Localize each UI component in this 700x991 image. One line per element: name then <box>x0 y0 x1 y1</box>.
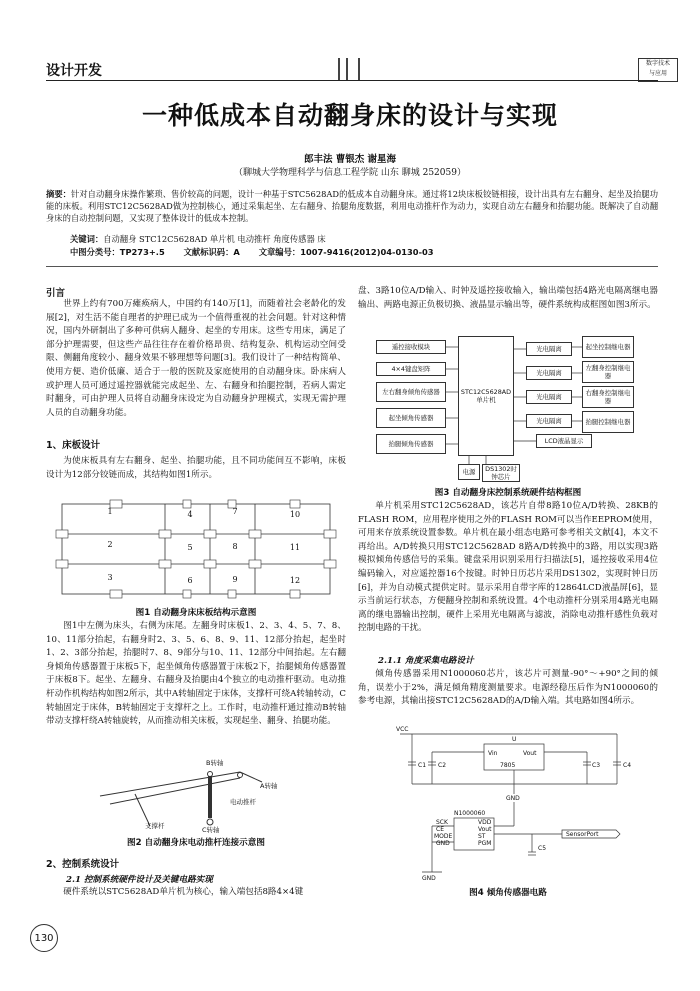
mcu-box: STC12C5628AD单片机 <box>458 336 514 456</box>
intro-paragraph: 世界上约有700万瘫痪病人，中国约有140万[1]，而随着社会老龄化的发展[2]，对生活不能自理者的护理已成为一个值得重视的社会问题。针对这种情况，国内外研制出了多种可供病人翻身、起坐的专用床。这些专用床，满足了部分护理需要，但这些产品往往存在着价格昂贵、结构复杂、机构运动空间受限、侧翻角度较小、翻身效果不够理想等问题[3]。我们设计了一种结构简单、使用方便、造价低廉、适合于一般的医院及家庭使用的自动翻身床。卧床病人或护理人员可通过遥控器就能完成起坐、左、右翻身和抬腿控制，若病人需定时翻身，可由护理人员将自动翻身床设定为自动翻身护理模式，实现无需护理人员的自动翻身功能。 <box>46 299 346 418</box>
pin-r-3: PGM <box>478 840 492 847</box>
keypad-box: 4×4键盘矩阵 <box>376 362 446 376</box>
board-num-7: 7 <box>232 507 238 516</box>
section211-heading: 2.1.1 角度采集电路设计 <box>378 656 474 666</box>
board-num-12: 12 <box>289 576 301 585</box>
section2-heading: 2、控制系统设计 <box>46 859 120 870</box>
label-support-rod: 支撑杆 <box>145 822 165 830</box>
figure4-svg <box>392 722 632 882</box>
clock-box: DS1302时钟芯片 <box>482 464 520 482</box>
label-c3: C3 <box>592 762 601 769</box>
label-c5: C5 <box>538 845 547 852</box>
label-push-rod: 电动推杆 <box>230 798 256 806</box>
board-num-8: 8 <box>232 542 238 551</box>
pin-l-2: MODE <box>434 833 453 840</box>
pin-l-3: GND <box>436 840 450 847</box>
board-num-1: 1 <box>107 507 113 516</box>
section-label: 设计开发 <box>46 63 102 79</box>
figure1-paragraph: 图1中左侧为床头，右侧为床尾。左翻身时床板1、2、3、4、5、7、8、10、11部分抬起，右翻身时2、3、5、6、8、9、11、12部分抬起，起坐时1、2、3部分抬起，抬腿时7、8、9部分与10、11、12部分中间抬起。左右翻身倾角传感器置于床板5下，起坐倾角传感器置于床板2下，抬腿倾角传感器置于床板8下。起坐、左翻身、右翻身及抬腿由4个独立的电动推杆驱动。电动推杆动作机构结构如图2所示，其中A转轴固定于床体，支撑杆可绕A转轴转动，C转轴固定于床体，B转轴固定于支撑杆之上。工作时，电动推杆通过推动B转轴带动支撑杆绕A转轴旋转，从而推动相关床板，实现起坐、翻身、抬腿功能。 <box>46 621 346 727</box>
label-a-axis: A转轴 <box>260 782 278 790</box>
section21-heading: 2.1 控制系统硬件设计及关键电路实现 <box>66 875 213 885</box>
label-reg: 7805 <box>500 762 516 769</box>
relay-sit-box: 起坐控制继电器 <box>582 336 634 358</box>
abstract: 摘要：针对自动翻身床操作繁琐、售价较高的问题，设计一种基于STC5628AD的低成本自动翻身床。通过将12块床板铰链相接，设计出具有左右翻身、起坐及抬腿功能的床板。利用STC12C5628AD做为控制核心，通过采集起坐、左右翻身、抬腿角度数据，利用电动推杆作为动力，实现自动左右翻身和抬腿功能。既解决了自动翻身床的自动控制问题，又实现了整体设计的低成本控制。 <box>46 189 658 224</box>
label-c4: C4 <box>623 762 632 769</box>
board-num-5: 5 <box>187 543 193 552</box>
figure4-caption: 图4 倾角传感器电路 <box>469 888 547 898</box>
header-bars <box>338 58 364 80</box>
isolator-box-1: 光电隔离 <box>526 342 572 356</box>
board-num-4: 4 <box>187 510 193 519</box>
label-c2: C2 <box>438 762 447 769</box>
figure3-block-diagram <box>368 330 652 482</box>
label-vin: Vin <box>488 750 498 757</box>
intro-heading: 引言 <box>46 288 66 299</box>
section21-paragraph: 硬件系统以STC5628AD单片机为核心，输入端包括8路4×4键 <box>63 887 304 897</box>
figure4-circuit <box>392 722 632 882</box>
section1-paragraph: 为使床板具有左右翻身、起坐、抬腿功能，且不同功能间互不影响，床板设计为12部分铰链而成，其结构如图1所示。 <box>46 456 346 480</box>
label-vcc: VCC <box>396 726 409 733</box>
remote-receiver-box: 遥控接收模块 <box>376 340 446 354</box>
pin-r-0: VDD <box>478 819 492 826</box>
label-b-axis: B转轴 <box>206 759 224 767</box>
label-chip: N1000060 <box>454 810 486 817</box>
mcu-paragraph: 单片机采用STC12C5628AD，该芯片自带8路10位A/D转换、28KB的FLASH ROM，应用程序使用之外的FLASH ROM可以当作EEPROM使用，可用来存放系统设置参数。单片机在最小组态电路可参考相关文献[4]，本文不再给出。A/D转换只用STC12C5628AD 8路A/D转换中的3路，用以实现3路模拟倾角传感信号的采集。键盘采用识别采用行扫描法[5]，遥控接收采用4位编码输入，对应遥控器16个按键。时钟日历芯片采用DS1302，实现时钟日历[6]，并为自动模式提供定时。显示采用自带字库的12864LCD液晶屏[6]，显示当前运行状态，方便翻身控制和系统设置。4个电动推杆分别采用4路光电隔离的继电器输出控制，硬件上采用光电隔离与滤波，消除电动推杆感性负载对控制电路的干扰。 <box>358 501 658 634</box>
figure1-bed-board <box>50 494 342 604</box>
isolator-box-2: 光电隔离 <box>526 366 572 380</box>
figure3-arrows <box>368 330 652 482</box>
label-c1: C1 <box>418 762 427 769</box>
label-gnd-top: GND <box>506 795 520 802</box>
label-c-axis: C转轴 <box>202 826 220 834</box>
lcd-box: LCD液晶显示 <box>536 434 592 448</box>
label-gnd-bottom: GND <box>422 875 436 882</box>
page-number: 130 <box>30 924 58 952</box>
classification: 中图分类号：TP273+.5 文献标识码：A 文章编号：1007-9416(2012)04-0130-03 <box>70 247 434 257</box>
turn-sensor-box: 左右翻身倾角传感器 <box>376 382 446 402</box>
relay-right-box: 右翻身控制继电器 <box>582 386 634 408</box>
board-num-11: 11 <box>289 543 301 552</box>
authors: 郎丰法 曹银杰 谢星海 <box>303 154 397 165</box>
board-num-3: 3 <box>107 573 113 582</box>
pin-l-0: SCK <box>436 819 448 826</box>
label-sensor-port: SensorPort <box>566 831 599 838</box>
abstract-rule <box>46 266 658 267</box>
pin-r-2: ST <box>478 833 486 840</box>
right-top-paragraph: 盘、3路10位A/D输入、时钟及遥控接收输入，输出端包括4路光电隔离继电器输出、两路电源正负极切换、液晶显示输出等，硬件系统构成框图如图3所示。 <box>358 286 658 310</box>
relay-leg-box: 抬腿控制继电器 <box>582 411 634 433</box>
figure2-actuator <box>90 759 310 834</box>
keywords: 关键词：自动翻身 STC12C5628AD 单片机 电动推杆 角度传感器 床 <box>70 234 326 244</box>
figure3-caption: 图3 自动翻身床控制系统硬件结构框图 <box>434 488 582 498</box>
figure1-caption: 图1 自动翻身床床板结构示意图 <box>135 608 257 618</box>
section211-paragraph: 倾角传感器采用N1000060芯片，该芯片可测量-90°～+90°之间的倾角，误差小于2%，满足倾角精度测量要求。电源经稳压后作为N1000060的参考电源，其输出接STC12C5628AD的A/D输入端。其电路如图4所示。 <box>358 669 658 707</box>
board-num-6: 6 <box>187 576 193 585</box>
board-num-2: 2 <box>107 540 113 549</box>
relay-left-box: 左翻身控制继电器 <box>582 361 634 383</box>
affiliation: （聊城大学物理科学与信息工程学院 山东 聊城 252059） <box>234 168 466 178</box>
running-header <box>46 58 670 80</box>
leg-sensor-box: 抬腿倾角传感器 <box>376 434 446 454</box>
pin-r-1: Vout <box>478 826 492 833</box>
isolator-box-3: 光电隔离 <box>526 390 572 404</box>
board-num-9: 9 <box>232 575 238 584</box>
board-num-10: 10 <box>289 510 301 519</box>
header-rule <box>46 80 658 81</box>
paper-title: 一种低成本自动翻身床的设计与实现 <box>141 101 558 130</box>
figure1-svg <box>50 494 342 604</box>
figure2-caption: 图2 自动翻身床电动推杆连接示意图 <box>127 838 265 848</box>
power-box: 电源 <box>458 464 480 480</box>
label-u: U <box>512 736 517 743</box>
section1-heading: 1、床板设计 <box>46 440 101 451</box>
label-vout: Vout <box>523 750 537 757</box>
pin-l-1: CE <box>436 826 444 833</box>
journal-logo: 数字技术 与应用 <box>638 58 678 82</box>
isolator-box-4: 光电隔离 <box>526 414 572 428</box>
sit-sensor-box: 起坐倾角传感器 <box>376 408 446 428</box>
figure2-svg <box>90 759 310 834</box>
